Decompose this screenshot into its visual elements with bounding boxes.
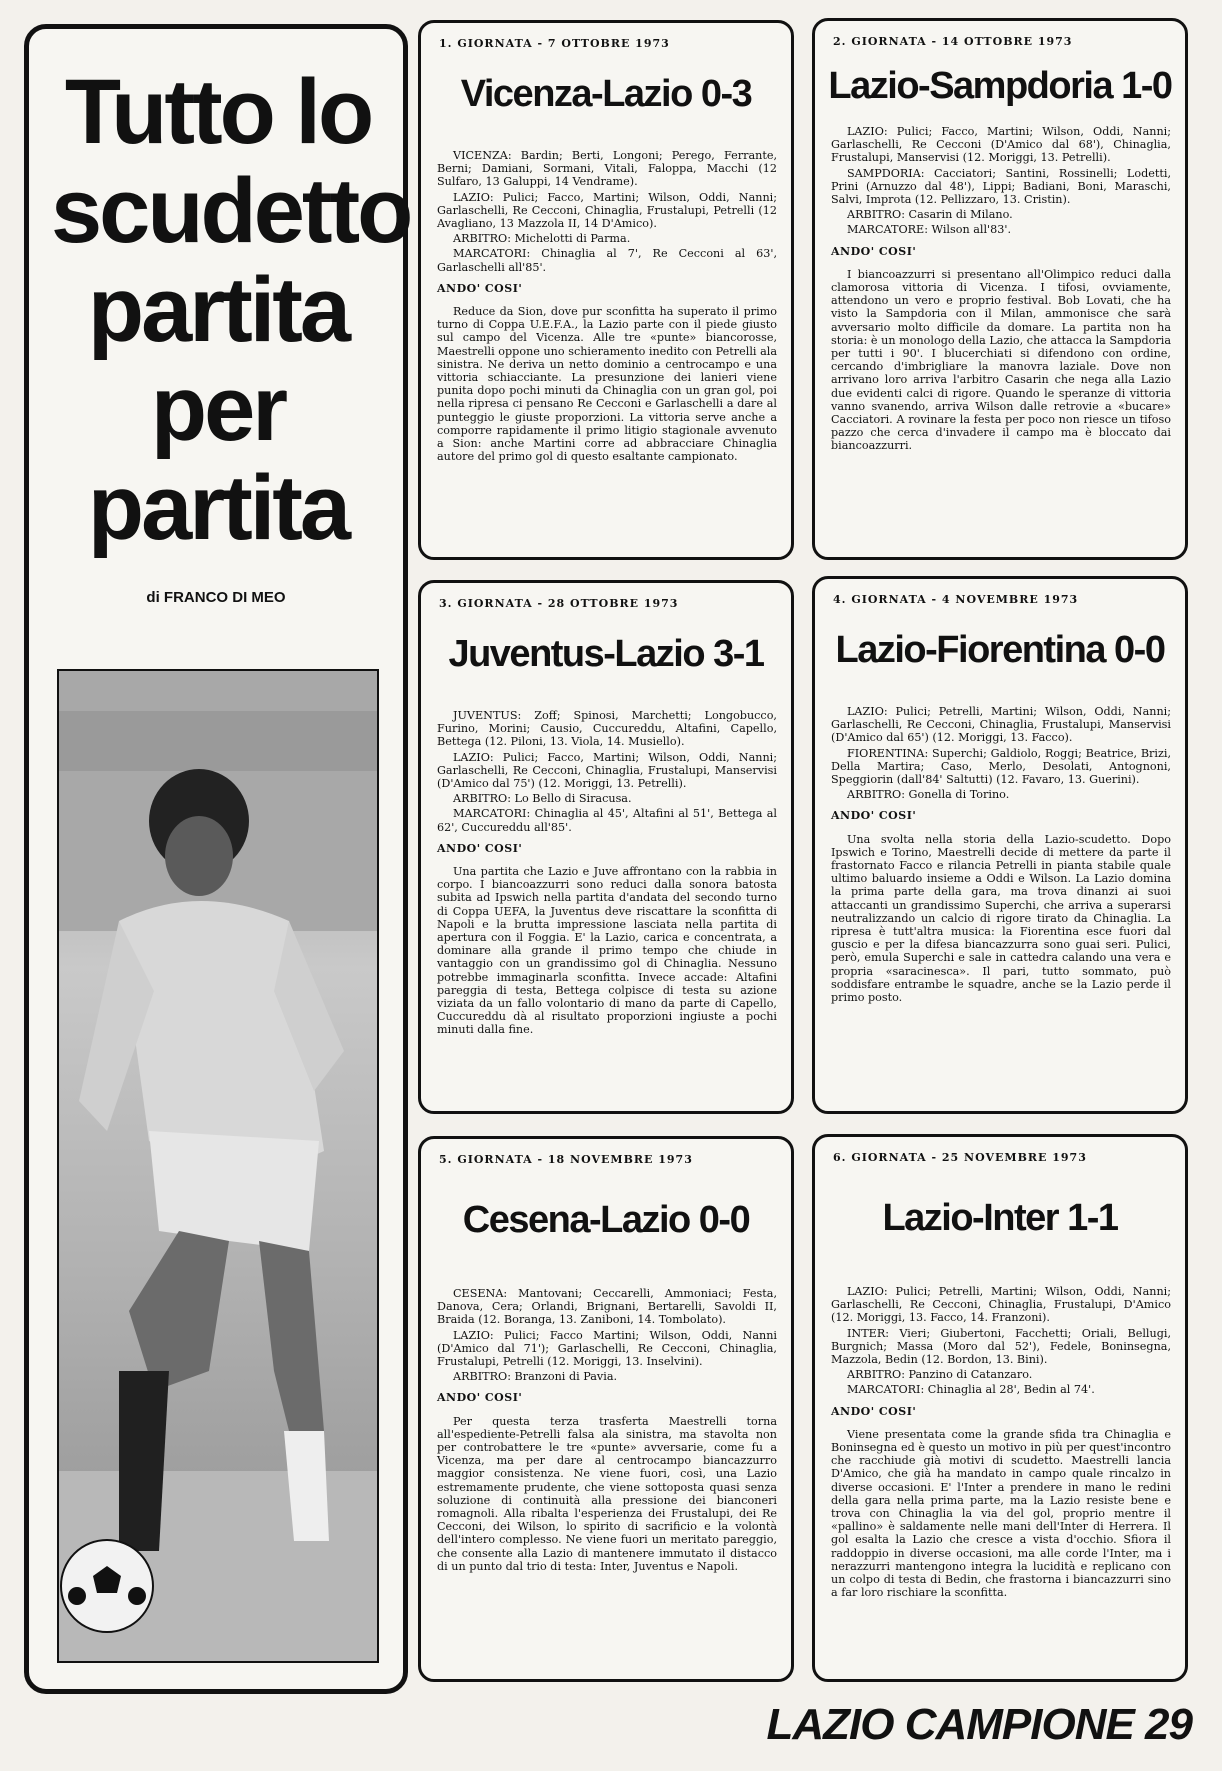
lineup: ARBITRO: Lo Bello di Siracusa.	[453, 792, 632, 806]
match-report: Per questa terza trasferta Maestrelli torna all'espediente-Petrelli falsa ala sinistra, ma stavolta non per controbattere le tre «punte» avversarie, come fu a Vicenza, ma per dare al centrocampo biancazzurro maggior consistenza. Ne viene fuori, così, una Lazio estremamente prudente, che viene sottoposta quasi senza soluzione di continuità alla pressione dei bianconeri romagnoli. Alla ribalta l'esperienza dei Frustalupi, dei Re Cecconi, dei Wilson, lo spirito di sacrificio e la volontà dell'intero complesso. Ne viene fuori un meritato pareggio, che consente alla Lazio di mantenere immutato il distacco di un punto dal trio di testa: Inter, Juventus e Napoli.	[437, 1414, 777, 1573]
game-body	[437, 149, 777, 472]
lineup: ARBITRO: Panzino di Catanzaro.	[847, 1368, 1033, 1382]
section-heading: ANDO' COSI'	[831, 244, 917, 258]
section-heading: ANDO' COSI'	[437, 841, 523, 855]
game-body	[437, 709, 777, 1046]
game-card-2	[812, 18, 1188, 560]
section-heading: ANDO' COSI'	[831, 809, 917, 823]
article-title	[51, 61, 411, 559]
title-line: partita	[87, 259, 349, 361]
section-heading: ANDO' COSI'	[831, 1404, 917, 1418]
section-heading: ANDO' COSI'	[437, 1391, 523, 1405]
lineup: MARCATORI: Chinaglia al 45', Altafini al 51', Bettega al 62', Cuccureddu all'85'.	[437, 807, 777, 834]
lineup: INTER: Vieri; Giubertoni, Facchetti; Oriali, Bellugi, Burgnich; Massa (Moro dal 52'), Fedele, Boninsegna, Mazzola, Bedin (12. Bordon, 13. Bini).	[831, 1326, 1171, 1367]
lineup: ARBITRO: Branzoni di Pavia.	[453, 1370, 618, 1384]
game-body	[831, 125, 1171, 462]
title-line: Tutto lo	[64, 61, 372, 163]
lineup: JUVENTUS: Zoff; Spinosi, Marchetti; Longobucco, Furino, Morini; Causio, Cuccureddu, Altafini, Capello, Bettega (12. Piloni, 13. Viola, 14. Musiello).	[437, 709, 777, 749]
game-score: Lazio-Fiorentina 0-0	[835, 629, 1165, 671]
lineup: VICENZA: Bardin; Berti, Longoni; Perego, Ferrante, Berni; Damiani, Sormani, Vitali, Faloppa, Macchi (12 Sulfaro, 13 Galuppi, 14 Vendrame).	[437, 149, 777, 189]
title-line: partita	[87, 457, 349, 559]
game-header: 4. GIORNATA - 4 NOVEMBRE 1973	[833, 593, 1079, 606]
match-report: Una svolta nella storia della Lazio-scudetto. Dopo Ipswich e Torino, Maestrelli decide di mettere da parte il frastornato Facco e rilancia Petrelli in pianta stabile quale ultimo baluardo insieme a Oddi e Wilson. La Lazio domina la prima parte della gara, ma trova dinanzi ai suoi attaccanti un grandissimo Superchi, che arriva a superarsi neutralizzando un calcio di rigore tirato da Chinaglia. La ripresa è tutt'altra musica: la Fiorentina esce fuori dal guscio e per la difesa biancazzurra sono guai seri. Pulici, però, emula Superchi e sale in cattedra calando una vera e propria «saracinesca». Il pari, tutto sommato, può soddisfare entrambe le squadre, anche se la Lazio perde il primo posto.	[831, 832, 1171, 1005]
lineup: ARBITRO: Gonella di Torino.	[847, 788, 1010, 802]
lineup: MARCATORI: Chinaglia al 7', Re Cecconi al 63', Garlaschelli all'85'.	[437, 247, 777, 274]
game-card-3	[418, 580, 794, 1114]
lineup: LAZIO: Pulici; Facco, Martini; Wilson, Oddi, Nanni; Garlaschelli, Re Cecconi, Chinaglia, Frustalupi, Manservisi (D'Amico dal 75') (12. Moriggi, 13. Petrelli).	[437, 750, 777, 791]
game-header: 2. GIORNATA - 14 OTTOBRE 1973	[833, 35, 1073, 48]
byline: di FRANCO DI MEO	[146, 589, 286, 606]
lineup: ARBITRO: Casarin di Milano.	[847, 208, 1013, 222]
player-photo	[57, 669, 379, 1663]
match-report: Una partita che Lazio e Juve affrontano con la rabbia in corpo. I biancoazzurri sono reduci dalla sonora batosta subita ad Ipswich nella partita d'andata del secondo turno di Coppa UEFA, la Juventus deve riscattare la sconfitta di Napoli e la brutta impressione lasciata nella partita di apertura con il Foggia. E' la Lazio, carica e concentrata, a dominare alla grande il primo tempo che chiude in vantaggio con un grandissimo gol di Chinaglia. Nessuno potrebbe immaginarla sconfitta. Invece accade: Altafini pareggia di testa, Bettega colpisce di testa su azione viziata da un fallo volontario di mano da parte di Capello, Cuccureddu dà al risultato proporzioni ingiuste a pochi minuti dalla fine.	[437, 865, 777, 1037]
lineup: LAZIO: Pulici; Petrelli, Martini; Wilson, Oddi, Nanni; Garlaschelli, Re Cecconi, Chinaglia, Frustalupi, D'Amico (12. Moriggi, 13. Facco, 14. Franzoni).	[831, 1285, 1171, 1325]
game-card-4	[812, 576, 1188, 1114]
game-card-6	[812, 1134, 1188, 1682]
game-header: 5. GIORNATA - 18 NOVEMBRE 1973	[439, 1153, 693, 1166]
lineup: MARCATORI: Chinaglia al 28', Bedin al 74'.	[847, 1383, 1095, 1397]
match-report: Reduce da Sion, dove pur sconfitta ha superato il primo turno di Coppa U.E.F.A., la Lazio parte con il piede giusto sul campo del Vicenza. Alle tre «punte» biancorosse, Maestrelli oppone uno schieramento inedito con Petrelli ala sinistra. Ne deriva un netto dominio a centrocampo e una vittoria schiacciante. La presunzione dei lanieri viene punita dopo pochi minuti da Chinaglia con un gran gol, poi nella ripresa ci pensano Re Cecconi e Garlaschelli a dare al punteggio le giuste proporzioni. La vittoria serve anche a comporre rapidamente il primo litigio stagionale avvenuto a Sion: anche Martini corre ad abbracciare Chinaglia autore del primo gol di questo esaltante campionato.	[437, 305, 777, 464]
section-heading: ANDO' COSI'	[437, 281, 523, 295]
lineup: FIORENTINA: Superchi; Galdiolo, Roggi; Beatrice, Brizi, Della Martira; Caso, Merlo, Desolati, Antognoni, Speggiorin (dall'84' Saltutti) (12. Favaro, 13. Guerini).	[831, 746, 1171, 787]
game-header: 6. GIORNATA - 25 NOVEMBRE 1973	[833, 1151, 1087, 1164]
lineup: LAZIO: Pulici; Facco, Martini; Wilson, Oddi, Nanni; Garlaschelli, Re Cecconi, Chinaglia, Frustalupi, Petrelli (12 Avagliano, 13 Mazzola II, 14 D'Amico).	[437, 190, 777, 231]
match-report: Viene presentata come la grande sfida tra Chinaglia e Boninsegna ed è questo un motivo in più per quest'incontro che racchiude già motivi di scudetto. Maestrelli lancia D'Amico, che già ha mandato in campo quale rincalzo in diverse occasioni. E' l'Inter a prendere in mano le redini della gara nella prima parte, ma la Lazio resiste bene e trova con Chinaglia la via del gol, proprio mentre il «pallino» è saldamente nelle mani dell'Inter di Herrera. Il gol esalta la Lazio che cresce a vista d'occhio. Sfiora il raddoppio in diverse occasioni, ma alle corde l'Inter, ma i nerazzurri mantengono integra la lucidità e replicano con un colpo di testa di Bedin, che frastorna i biancazzurri sino a far loro rischiare la sconfitta.	[831, 1427, 1171, 1600]
lineup: SAMPDORIA: Cacciatori; Santini, Rossinelli; Lodetti, Prini (Arnuzzo dal 48'), Lippi; Badiani, Boni, Maraschi, Salvi, Improta (12. Pellizzaro, 13. Cristin).	[831, 166, 1171, 207]
game-score: Lazio-Inter 1-1	[882, 1197, 1118, 1239]
match-report: I biancoazzurri si presentano all'Olimpico reduci dalla clamorosa vittoria di Vicenza. I tifosi, ovviamente, attendono un vero e proprio festival. Bob Lovati, che ha visto la Sampdoria con il Milan, ammonisce che sarà avversario molto difficile da domare. La partita non ha storia: è un monologo della Lazio, che attacca la Sampdoria per tutti i 90'. I blucerchiati si difendono con ordine, cercando d'imbrigliare la manovra laziale. Dove non arrivano loro arriva l'arbitro Casarin che nega alla Lazio due evidenti calci di rigore. Quando le speranze di vittoria vanno svanendo, arriva Wilson dalle retrovie a «bucare» Cacciatori. A rovinare la festa per poco non riesce un tifoso pazzo che cerca d'invadere il campo ma è bloccato dai biancoazzurri.	[831, 267, 1171, 453]
game-body	[437, 1287, 777, 1582]
headline-panel	[24, 24, 411, 1694]
game-score: Vicenza-Lazio 0-3	[460, 73, 752, 115]
game-body	[831, 1285, 1171, 1608]
lineup: LAZIO: Pulici; Facco, Martini; Wilson, Oddi, Nanni; Garlaschelli, Re Cecconi (D'Amico dal 68'), Chinaglia, Frustalupi, Manservisi (12. Moriggi, 13. Petrelli).	[831, 125, 1171, 165]
lineup: ARBITRO: Michelotti di Parma.	[453, 232, 631, 246]
game-body	[831, 705, 1171, 1013]
lineup: LAZIO: Pulici; Petrelli, Martini; Wilson, Oddi, Nanni; Garlaschelli, Re Cecconi, Chinaglia, Frustalupi, Manservisi (D'Amico dal 65') (12. Moriggi, 13. Facco).	[831, 705, 1171, 745]
lineup: CESENA: Mantovani; Ceccarelli, Ammoniaci; Festa, Danova, Cera; Orlandi, Brignani, Bertarelli, Savoldi II, Braida (12. Boranga, 13. Zaniboni, 14. Tombolato).	[437, 1287, 777, 1327]
game-score: Cesena-Lazio 0-0	[462, 1199, 750, 1241]
player-illustration	[59, 671, 377, 1661]
title-line: scudetto	[51, 160, 411, 262]
title-line: per	[150, 358, 286, 460]
lineup: LAZIO: Pulici; Facco Martini; Wilson, Oddi, Nanni (D'Amico dal 71'); Garlaschelli, Re Cecconi, Chinaglia, Frustalupi, Petrelli (12. Moriggi, 13. Inselvini).	[437, 1328, 777, 1369]
game-header: 3. GIORNATA - 28 OTTOBRE 1973	[439, 597, 679, 610]
game-header: 1. GIORNATA - 7 OTTOBRE 1973	[439, 37, 670, 50]
lineup: MARCATORE: Wilson all'83'.	[847, 223, 1011, 237]
game-score: Lazio-Sampdoria 1-0	[828, 65, 1172, 107]
page-footer	[766, 1700, 1192, 1750]
game-card-5	[418, 1136, 794, 1682]
page-number: 29	[1145, 1700, 1192, 1749]
game-score: Juventus-Lazio 3-1	[448, 633, 764, 675]
game-card-1	[418, 20, 794, 560]
magazine-name: LAZIO CAMPIONE	[766, 1700, 1134, 1749]
